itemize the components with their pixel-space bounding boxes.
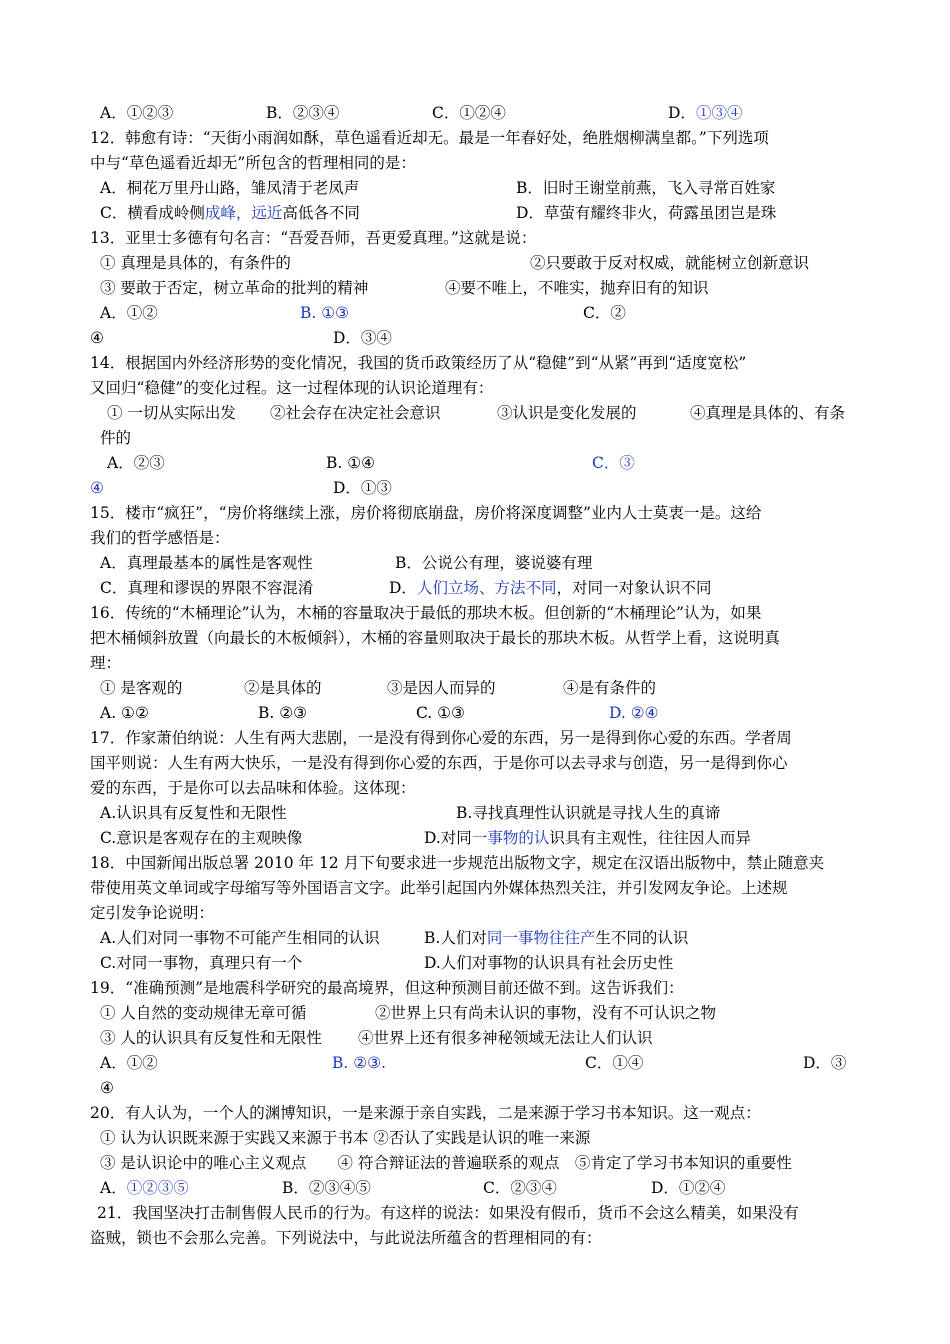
q17-option-a[interactable]: A.认识具有反复性和无限性 xyxy=(100,804,287,822)
q13-option-b[interactable]: B. ①③ xyxy=(300,304,350,322)
q13-option-c-tail: ④ xyxy=(90,329,104,347)
q19-statement-2: ②世界上只有尚未认识的事物，没有不可认识之物 xyxy=(375,1004,717,1022)
q16-statement-1: ① 是客观的 xyxy=(100,679,183,697)
q20-option-a[interactable]: A．①②③⑤ xyxy=(100,1179,189,1197)
q16-option-d[interactable]: D. ②④ xyxy=(609,704,659,722)
q14-option-a[interactable]: A．②③ xyxy=(107,454,165,472)
option-a[interactable]: A．①②③ xyxy=(100,104,174,122)
q18-option-c[interactable]: C.对同一事物，真理只有一个 xyxy=(100,954,303,972)
q12-line1: 12．韩愈有诗：“天街小雨润如酥，草色遥看近却无。最是一年春好处，绝胜烟柳满皇都。”下列选项 xyxy=(90,129,769,147)
q14-statement-2: ②社会存在决定社会意识 xyxy=(270,404,441,422)
q14-line2: 又回归“稳健”的变化过程。这一过程体现的认识论道理有： xyxy=(90,379,494,397)
q20-line1: 20．有人认为，一个人的渊博知识，一是来源于亲自实践，二是来源于学习书本知识。这一观点： xyxy=(90,1104,761,1122)
q12-line2: 中与“草色遥看近却无”所包含的哲理相同的是： xyxy=(90,154,416,172)
q16-option-a[interactable]: A. ①② xyxy=(100,704,149,722)
q12-option-c[interactable]: C．横看成岭侧成峰，远近高低各不同 xyxy=(100,204,360,222)
q14-line1: 14．根据国内外经济形势的变化情况，我国的货币政策经历了从“稳健”到“从紧”再到“适度宽松” xyxy=(90,354,747,372)
q13-option-d[interactable]: D．③④ xyxy=(333,329,392,347)
q17-option-d[interactable]: D.对同一事物的认识具有主观性，往往因人而异 xyxy=(424,829,751,847)
q14-statement-1: ① 一切从实际出发 xyxy=(107,404,236,422)
q12-option-a[interactable]: A．桐花万里丹山路，雏凤清于老凤声 xyxy=(100,179,360,197)
q18-line2: 带使用英文单词或字母缩写等外国语言文字。此举引起国内外媒体热烈关注，并引发网友争论。上述规 xyxy=(90,879,788,897)
q20-option-c[interactable]: C．②③④ xyxy=(483,1179,557,1197)
option-d[interactable]: D．①③④ xyxy=(668,104,743,122)
q16-option-c[interactable]: C. ①③ xyxy=(416,704,465,722)
q18-line1: 18．中国新闻出版总署 2010 年 12 月下旬要求进一步规范出版物文字，规定在汉语出版物中，禁止随意夹 xyxy=(90,854,825,872)
q17-line2: 国平则说：人生有两大快乐，一是没有得到你心爱的东西，于是你可以去寻求与创造，另一是得到你心 xyxy=(90,754,788,772)
q19-line1: 19．“准确预测”是地震科学研究的最高境界，但这种预测目前还做不到。这告诉我们： xyxy=(90,979,684,997)
q15-line1: 15．楼市“疯狂”，“房价将继续上涨，房价将彻底崩盘，房价将深度调整”业内人士莫衷一是。这给 xyxy=(90,504,762,522)
q17-option-c[interactable]: C.意识是客观存在的主观映像 xyxy=(100,829,303,847)
q16-statement-3: ③是因人而异的 xyxy=(387,679,496,697)
q16-option-b[interactable]: B. ②③ xyxy=(258,704,308,722)
q16-statement-2: ②是具体的 xyxy=(244,679,322,697)
q20-option-d[interactable]: D．①②④ xyxy=(651,1179,726,1197)
q18-option-d[interactable]: D.人们对事物的认识具有社会历史性 xyxy=(424,954,674,972)
q21-line2: 盗贼，锁也不会那么完善。下列说法中，与此说法所蕴含的哲理相同的有： xyxy=(90,1229,602,1247)
q14-statement-4: ④真理是具体的、有条 xyxy=(690,404,846,422)
q20-option-b[interactable]: B．②③④⑤ xyxy=(282,1179,371,1197)
q15-line2: 我们的哲学感悟是： xyxy=(90,529,230,547)
q19-statement-4: ④世界上还有很多神秘领域无法让人们认识 xyxy=(358,1029,653,1047)
q12-option-b[interactable]: B．旧时王谢堂前燕，飞入寻常百姓家 xyxy=(516,179,776,197)
q16-line1: 16．传统的“木桶理论”认为，木桶的容量取决于最低的那块木板。但创新的“木桶理论”认为，如果 xyxy=(90,604,762,622)
q14-option-d[interactable]: D．①③ xyxy=(333,479,392,497)
q19-statement-3: ③ 人的认识具有反复性和无限性 xyxy=(100,1029,322,1047)
q19-option-d-tail: ④ xyxy=(100,1079,114,1097)
q19-option-b[interactable]: B. ②③. xyxy=(332,1054,386,1072)
q13-option-a[interactable]: A．①② xyxy=(100,304,158,322)
q13-line1: 13．亚里士多德有句名言：“吾爱吾师，吾更爱真理。”这就是说： xyxy=(90,229,537,247)
q19-statement-1: ① 人自然的变动规律无章可循 xyxy=(100,1004,307,1022)
q13-statement-4: ④要不唯上，不唯实，抛弃旧有的知识 xyxy=(445,279,709,297)
q15-option-a[interactable]: A．真理最基本的属性是客观性 xyxy=(100,554,313,572)
q17-line1: 17．作家萧伯纳说：人生有两大悲剧，一是没有得到你心爱的东西，另一是得到你心爱的东西。学者周 xyxy=(90,729,792,747)
q18-option-b[interactable]: B.人们对同一事物往往产生不同的认识 xyxy=(424,929,689,947)
q14-statement-3: ③认识是变化发展的 xyxy=(497,404,637,422)
q17-option-b[interactable]: B.寻找真理性认识就是寻找人生的真谛 xyxy=(456,804,721,822)
q15-option-c[interactable]: C．真理和谬误的界限不容混淆 xyxy=(100,579,314,597)
q15-option-b[interactable]: B．公说公有理，婆说婆有理 xyxy=(395,554,593,572)
q16-statement-4: ④是有条件的 xyxy=(563,679,657,697)
q20-statements-line1: ① 认为认识既来源于实践又来源于书本 ②否认了实践是认识的唯一来源 xyxy=(100,1129,591,1147)
q15-option-d[interactable]: D．人们立场、方法不同，对同一对象认识不同 xyxy=(389,579,712,597)
q13-statement-2: ②只要敢于反对权威，就能树立创新意识 xyxy=(530,254,810,272)
q12-option-d[interactable]: D．草萤有耀终非火，荷露虽团岂是珠 xyxy=(516,204,777,222)
q16-line3: 理： xyxy=(90,654,122,672)
q20-statements-line2: ③ 是认识论中的唯心主义观点 ④ 符合辩证法的普遍联系的观点 ⑤肯定了学习书本知识的重要性 xyxy=(100,1154,792,1172)
q19-option-c[interactable]: C．①④ xyxy=(585,1054,644,1072)
q19-option-d[interactable]: D．③ xyxy=(803,1054,847,1072)
option-b[interactable]: B．②③④ xyxy=(266,104,340,122)
q18-option-a[interactable]: A.人们对同一事物不可能产生相同的认识 xyxy=(100,929,380,947)
q16-line2: 把木桶倾斜放置（向最长的木板倾斜），木桶的容量则取决于最长的那块木板。从哲学上看，这说明真 xyxy=(90,629,780,647)
q19-option-a[interactable]: A．①② xyxy=(100,1054,158,1072)
option-c[interactable]: C．①②④ xyxy=(432,104,506,122)
q13-option-c[interactable]: C．② xyxy=(583,304,626,322)
q13-statement-1: ① 真理是具体的，有条件的 xyxy=(100,254,291,272)
q13-statement-3: ③ 要敢于否定，树立革命的批判的精神 xyxy=(100,279,369,297)
q14-option-b[interactable]: B. ①④ xyxy=(326,454,376,472)
q21-line1: 21．我国坚决打击制售假人民币的行为。有这样的说法：如果没有假币，货币不会这么精美，如果没有 xyxy=(97,1204,799,1222)
q18-line3: 定引发争论说明： xyxy=(90,904,215,922)
q14-option-c-tail: ④ xyxy=(90,479,104,497)
q14-statement-4-tail: 件的 xyxy=(100,429,132,447)
q14-option-c[interactable]: C．③ xyxy=(592,454,635,472)
q17-line3: 爱的东西，于是你可以去品味和体验。这体现： xyxy=(90,779,416,797)
